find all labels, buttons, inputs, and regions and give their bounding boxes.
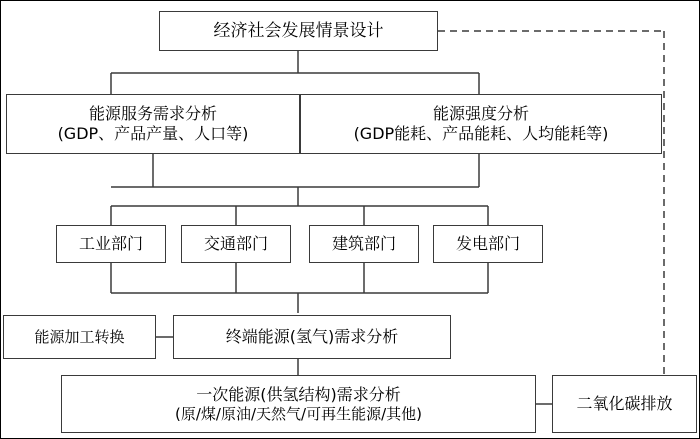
node-primary-energy-demand-line1: 一次能源(供氢结构)需求分析 — [196, 385, 401, 405]
node-sector-power-label: 发电部门 — [455, 234, 520, 254]
node-co2-emission-label: 二氧化碳排放 — [576, 394, 673, 414]
node-energy-conversion[interactable] — [3, 315, 156, 359]
node-energy-intensity-line1: 能源强度分析 — [432, 104, 529, 124]
node-sector-building-label: 建筑部门 — [331, 234, 396, 254]
node-energy-service-demand-line2: (GDP、产品产量、人口等) — [57, 124, 249, 143]
node-primary-energy-demand-line2: (原/煤/原油/天然气/可再生能源/其他) — [175, 404, 422, 423]
connector-layer — [1, 1, 700, 439]
node-energy-service-demand-line1: 能源服务需求分析 — [88, 104, 217, 124]
node-primary-energy-demand[interactable] — [61, 375, 536, 433]
node-sector-building[interactable] — [309, 225, 419, 263]
node-terminal-energy-demand-label: 终端能源(氢气)需求分析 — [225, 327, 399, 347]
node-sector-industry[interactable] — [56, 225, 166, 263]
node-sector-transport[interactable] — [181, 225, 291, 263]
node-energy-intensity-line2: (GDP能耗、产品能耗、人均能耗等) — [353, 124, 609, 143]
node-energy-service-demand[interactable] — [6, 94, 300, 154]
node-sector-power[interactable] — [433, 225, 543, 263]
node-sector-transport-label: 交通部门 — [203, 234, 268, 254]
node-scenario-design-label: 经济社会发展情景设计 — [213, 20, 384, 41]
node-energy-conversion-label: 能源加工转换 — [34, 327, 125, 346]
node-terminal-energy-demand[interactable] — [173, 315, 451, 359]
node-co2-emission[interactable] — [552, 375, 697, 433]
node-energy-intensity[interactable] — [300, 94, 662, 154]
node-scenario-design[interactable] — [159, 11, 438, 51]
node-sector-industry-label: 工业部门 — [78, 234, 143, 254]
